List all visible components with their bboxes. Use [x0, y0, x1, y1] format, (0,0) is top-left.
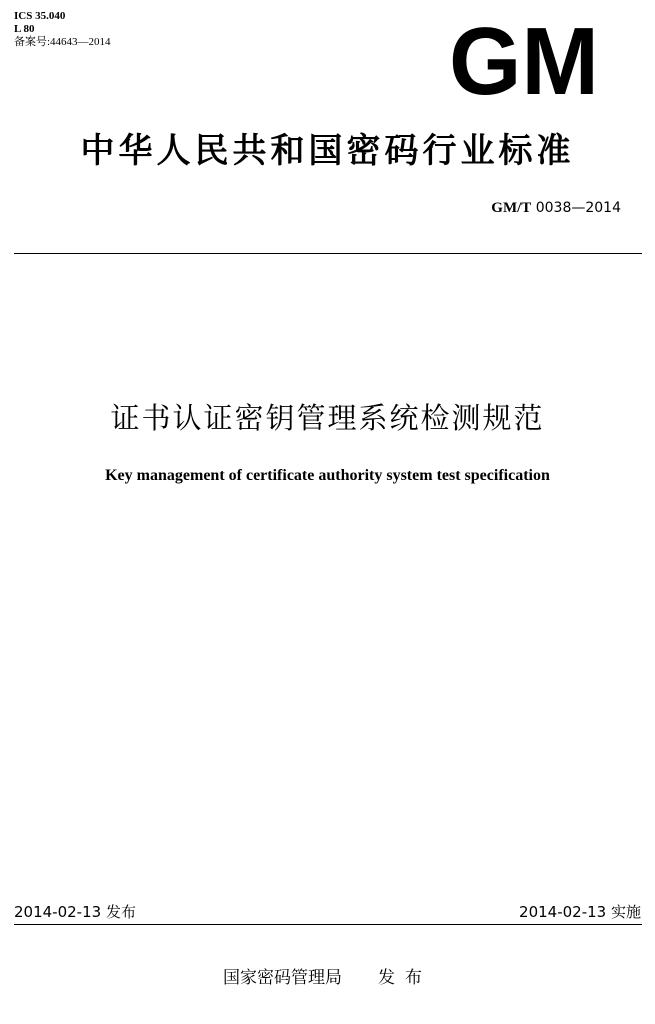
gm-logo [449, 24, 599, 98]
classification-block [14, 10, 111, 49]
ics-code: ICS 35.040 [14, 10, 66, 22]
bottom-divider [14, 924, 642, 925]
standard-prefix: GM/T [491, 200, 532, 216]
class-code: L 80 [14, 23, 35, 35]
organization-title: 中华人民共和国密码行业标准 [80, 131, 575, 171]
issuer-line [0, 963, 655, 988]
document-title-en: Key management of certificate authority system test specification [105, 467, 550, 484]
issuer-action: 发布 [378, 968, 432, 988]
issuer-name: 国家密码管理局 [223, 968, 342, 988]
document-title-zh: 证书认证密钥管理系统检测规范 [110, 401, 545, 435]
standard-code: 0038—2014 [535, 200, 621, 216]
publish-date: 2014-02-13 发布 [14, 903, 136, 921]
record-number: 备案号:44643—2014 [14, 36, 111, 48]
gm-logo-text: GM [449, 24, 599, 98]
effective-date: 2014-02-13 实施 [519, 903, 641, 921]
standard-number [491, 200, 621, 217]
top-divider [14, 253, 642, 254]
